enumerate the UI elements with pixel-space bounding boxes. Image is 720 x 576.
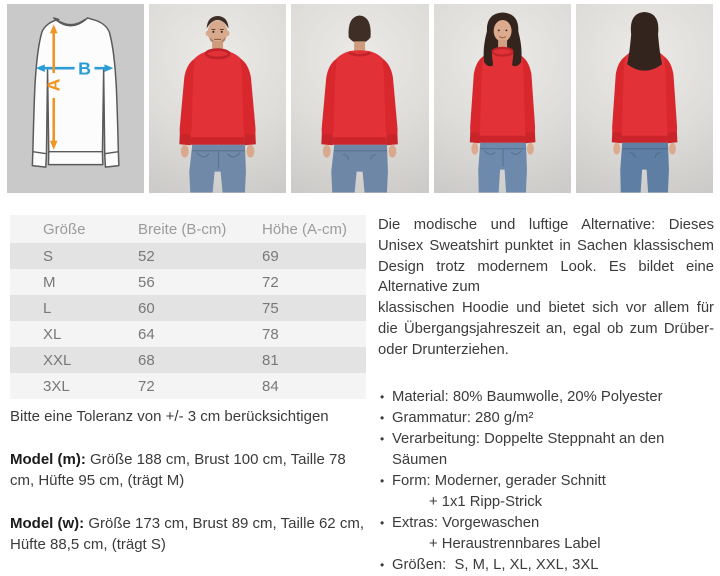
model-m-label: Model (m): [10,451,86,468]
table-row [10,347,366,373]
feature-text: Form: Moderner, gerader Schnitt [392,472,606,489]
man-back-hand-left [323,145,331,158]
woman-back-hand-right [669,143,676,155]
height-cell: 69 [262,243,366,269]
man-back-hand-right [389,145,397,158]
width-cell: 64 [138,321,262,347]
woman-front-hand-left [471,143,478,155]
model-w-label: Model (w): [10,515,85,532]
woman-front-hand-right [527,143,534,155]
list-item [380,387,714,408]
size-table [10,215,366,399]
photo-man-back[interactable] [291,4,428,193]
size-cell: 3XL [10,373,138,399]
photo-woman-front[interactable] [434,4,571,193]
woman-front-jeans [478,143,527,193]
feature-subtext: + 1x1 Ripp-Strick [429,493,543,510]
description-column [378,215,714,576]
bullet-icon: • [380,557,385,572]
man-back-sweatshirt [322,50,399,145]
photo-man-front[interactable] [149,4,286,193]
width-label: B [78,58,92,79]
woman-back-jeans [620,143,669,193]
woman-back-hand-left [613,143,620,155]
description-paragraph: klassischen Hoodie und bietet sich vor allem für die Übergangsjahreszeit an, egal ob zum Drüber- oder Drunterziehen. [378,300,714,358]
width-cell: 56 [138,269,262,295]
bullet-icon: • [380,389,385,404]
bullet-icon: • [380,431,385,446]
width-cell: 60 [138,295,262,321]
size-cell: XL [10,321,138,347]
list-item [380,555,714,576]
sweatshirt-outline [32,18,118,167]
height-cell: 72 [262,269,366,295]
column-header-size: Größe [10,215,138,243]
man-back-jeans [332,145,389,193]
size-cell: L [10,295,138,321]
feature-text: Extras: Vorgewaschen [392,514,540,531]
list-item [380,513,714,555]
product-image-gallery [0,0,720,189]
column-header-width: Breite (B-cm) [138,215,262,243]
description-paragraph: Die modische und luftige Alternative: Dieses Unisex Sweatshirt punktet in Sachen klassischem Design trotz modernem Look. Es bildet eine Alternative zum [378,217,714,296]
man-front-sweatshirt [180,50,257,146]
model-w-text: Größe 173 cm, Brust 89 cm, Taille 62 cm, Hüfte 88,5 cm, (trägt S) [10,515,364,553]
table-row [10,243,366,269]
man-front-head [206,16,230,51]
man-front-illustration [149,4,286,193]
woman-back-hair [627,12,662,71]
height-label: A [43,78,64,92]
height-cell: 78 [262,321,366,347]
model-m-info [10,449,366,491]
width-cell: 52 [138,243,262,269]
man-front-hand-left [181,145,189,158]
width-cell: 72 [138,373,262,399]
model-w-info [10,513,366,555]
woman-front-illustration [434,4,571,193]
height-cell: 84 [262,373,366,399]
list-item [380,471,714,513]
man-back-illustration [291,4,428,193]
table-row [10,321,366,347]
size-diagram-image[interactable] [7,4,144,193]
size-cell: M [10,269,138,295]
feature-text: Grammatur: 280 g/m² [392,409,534,426]
feature-subtext: + Heraustrennbares Label [429,535,601,552]
size-cell: S [10,243,138,269]
sweatshirt-measure-diagram-icon [7,4,144,193]
size-chart-column [0,215,368,576]
column-header-height: Höhe (A-cm) [262,215,366,243]
width-cell: 68 [138,347,262,373]
bullet-icon: • [380,410,385,425]
tolerance-note: Bitte eine Toleranz von +/- 3 cm berücksichtigen [10,408,329,425]
man-front-jeans [189,145,246,193]
man-back-head [349,15,371,51]
feature-text: Größen: S, M, L, XL, XXL, 3XL [392,556,599,573]
list-item [380,429,714,471]
height-cell: 81 [262,347,366,373]
feature-text: Material: 80% Baumwolle, 20% Polyester [392,388,663,405]
feature-list [378,387,714,576]
bullet-icon: • [380,473,385,488]
feature-text: Verarbeitung: Doppelte Steppnaht an den Säumen [392,430,665,468]
photo-woman-back[interactable] [576,4,713,193]
table-row [10,295,366,321]
size-table-header-row [10,215,366,243]
size-cell: XXL [10,347,138,373]
table-row [10,373,366,399]
woman-front-sweatshirt [469,48,535,143]
model-m-text: Größe 188 cm, Brust 100 cm, Taille 78 cm, Hüfte 95 cm, (trägt M) [10,451,346,489]
table-row [10,269,366,295]
product-details-section [0,215,720,576]
man-front-hand-right [247,145,255,158]
list-item [380,408,714,429]
bullet-icon: • [380,515,385,530]
height-cell: 75 [262,295,366,321]
woman-back-illustration [576,4,713,193]
